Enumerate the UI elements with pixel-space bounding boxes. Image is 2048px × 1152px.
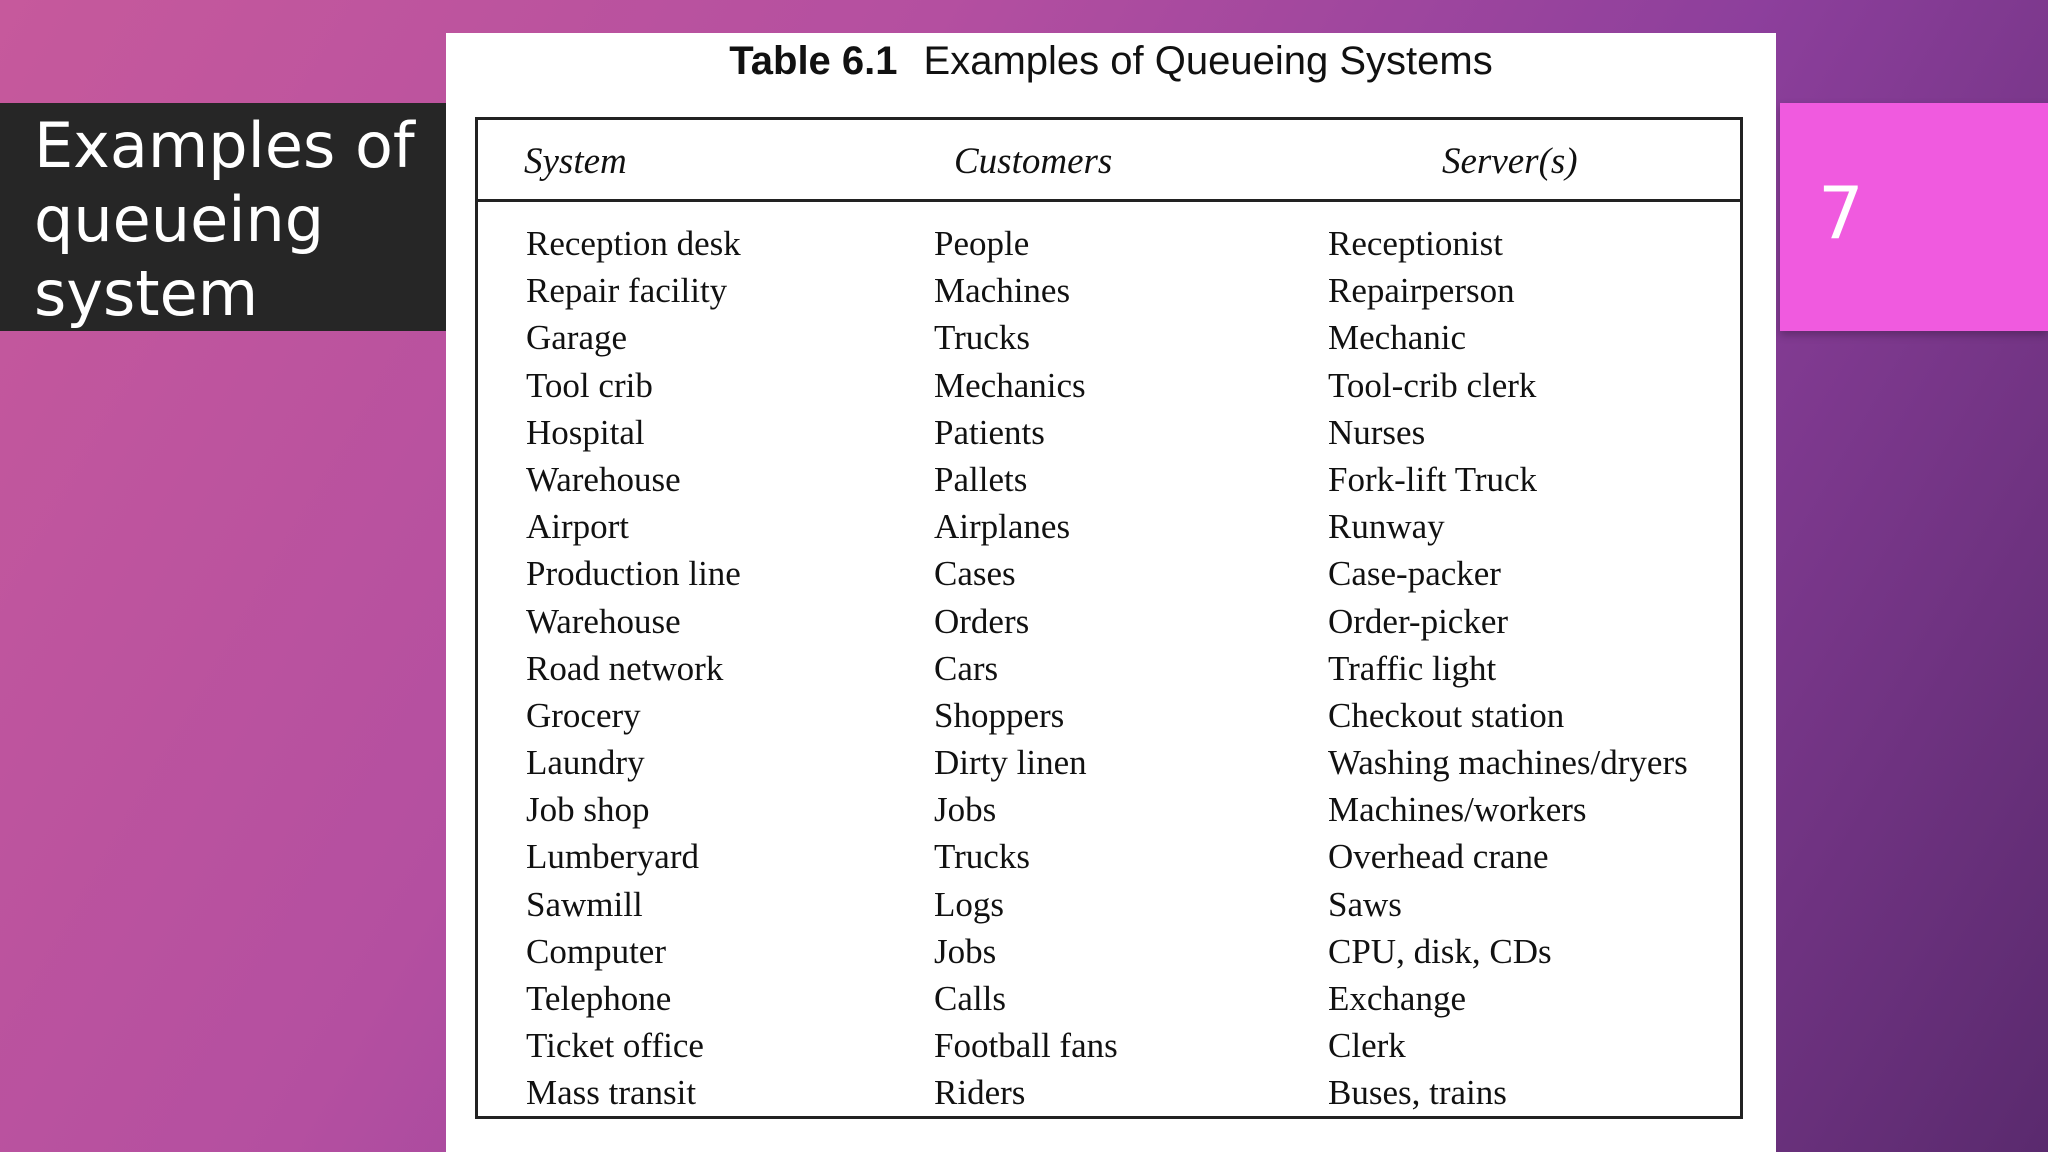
cell-system: Laundry [526,743,645,783]
cell-servers: Repairperson [1328,271,1515,311]
cell-customers: Patients [934,412,1045,452]
cell-system: Sawmill [526,884,643,924]
table-row [478,314,1740,361]
table-image [446,33,1776,1152]
cell-servers: Tool-crib clerk [1328,365,1537,405]
cell-customers: Orders [934,601,1030,641]
header-servers: Server(s) [1442,141,1578,182]
cell-servers: Machines/workers [1328,790,1587,830]
table-row [478,362,1740,409]
header-customers: Customers [954,141,1113,182]
cell-servers: Buses, trains [1328,1073,1507,1113]
cell-customers: Riders [934,1073,1026,1113]
table-row [478,739,1740,786]
table-row [478,220,1740,267]
cell-servers: Runway [1328,507,1445,547]
cell-customers: People [934,224,1030,263]
cell-system: Tool crib [526,365,653,405]
cell-servers: Saws [1328,884,1402,924]
cell-servers: Overhead crane [1328,837,1549,877]
cell-customers: Machines [934,271,1071,311]
queueing-table [475,117,1743,1119]
cell-system: Road network [526,648,724,688]
page-number: 7 [1818,171,1864,255]
cell-servers: Mechanic [1328,318,1466,358]
cell-servers: CPU, disk, CDs [1328,931,1552,971]
table-row [478,503,1740,550]
table-row [478,267,1740,314]
cell-customers: Cars [934,648,999,688]
cell-servers: Fork-lift Truck [1328,459,1538,499]
cell-servers: Receptionist [1328,224,1503,263]
table-caption-label: Table 6.1 [729,39,898,83]
cell-system: Telephone [526,979,672,1018]
table-row [478,1069,1740,1116]
cell-customers: Jobs [934,931,997,971]
cell-customers: Pallets [934,459,1028,499]
cell-system: Hospital [526,412,645,452]
cell-customers: Calls [934,979,1006,1018]
table-row [478,550,1740,597]
table-header-row [478,120,1740,202]
cell-servers: Washing machines/dryers [1328,743,1688,783]
cell-servers: Checkout station [1328,695,1565,735]
cell-servers: Order-picker [1328,601,1509,641]
cell-customers: Dirty linen [934,743,1087,783]
cell-servers: Clerk [1328,1026,1406,1066]
table-body [478,220,1740,1117]
cell-customers: Airplanes [934,507,1071,547]
page-number-box [1780,103,2048,331]
table-caption-text: Examples of Queueing Systems [923,39,1493,83]
table-row [478,1022,1740,1069]
cell-servers: Exchange [1328,979,1466,1018]
cell-system: Repair facility [526,271,728,311]
cell-system: Job shop [526,790,650,830]
table-row [478,409,1740,456]
cell-system: Reception desk [526,224,741,263]
cell-customers: Football fans [934,1026,1118,1066]
cell-customers: Jobs [934,790,997,830]
table-row [478,645,1740,692]
cell-system: Computer [526,931,666,971]
table-row [478,786,1740,833]
table-row [478,456,1740,503]
table-row [478,692,1740,739]
cell-customers: Mechanics [934,365,1086,405]
table-row [478,881,1740,928]
cell-system: Mass transit [526,1073,697,1113]
table-row [478,975,1740,1022]
slide-title: Examples of queueing system [34,109,415,330]
cell-customers: Shoppers [934,695,1065,735]
table-caption [446,39,1776,84]
cell-customers: Cases [934,554,1016,594]
table-row [478,928,1740,975]
cell-system: Lumberyard [526,837,699,877]
cell-customers: Trucks [934,837,1030,877]
table-row [478,598,1740,645]
cell-servers: Case-packer [1328,554,1501,594]
cell-customers: Logs [934,884,1004,924]
cell-system: Airport [526,507,630,547]
cell-system: Warehouse [526,459,681,499]
cell-system: Warehouse [526,601,681,641]
cell-system: Ticket office [526,1026,704,1066]
cell-system: Garage [526,318,628,358]
cell-servers: Traffic light [1328,648,1497,688]
cell-system: Grocery [526,695,641,735]
cell-servers: Nurses [1328,412,1426,452]
header-system: System [524,141,627,182]
table-row [478,833,1740,880]
cell-system: Production line [526,554,741,594]
cell-customers: Trucks [934,318,1030,358]
slide-title-box [0,103,446,331]
